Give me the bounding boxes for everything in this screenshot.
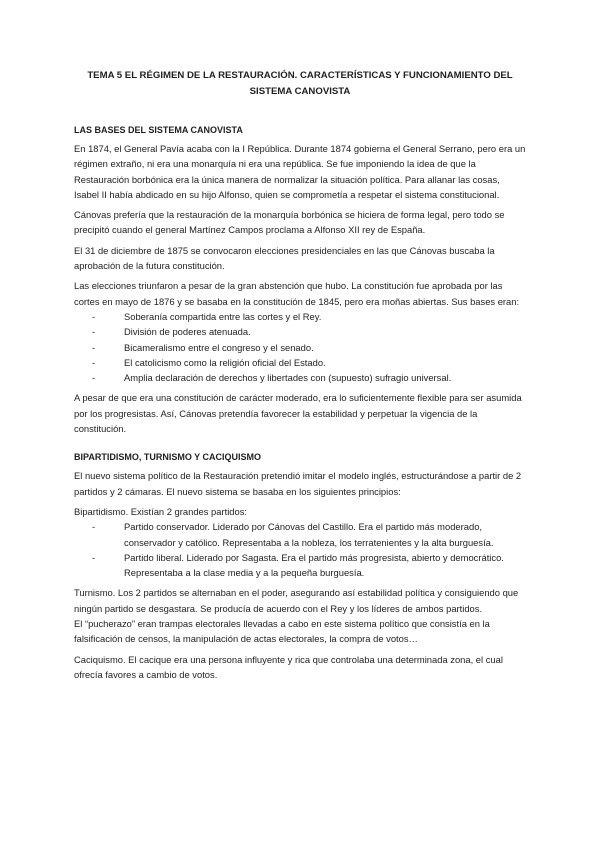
paragraph: Cánovas prefería que la restauración de la monarquía borbónica se hiciera de forma legal, pero todo se precipitó cuando el general Martínez Campos proclama a Alfonso XII rey de España. [74,209,505,236]
list-item: - El catolicismo como la religión oficial del Estado. [88,355,526,370]
paragraph: El 31 de diciembre de 1875 se convocaron elecciones presidenciales en las que Cánovas buscaba la aprobación de la futura constitución. [74,244,495,272]
spacer [74,441,526,451]
list-item: - Amplia declaración de derechos y libertades con (supuesto) sufragio universal. [88,370,526,385]
section-heading-bipartidismo: BIPARTIDISMO, TURNISMO Y CACIQUISMO [74,452,262,463]
paragraph: A pesar de que era una constitución de carácter moderado, era lo suficientemente flexible para ser asumida por los progresistas. Así, Cánovas pretendía favorecer la estabilidad y perpetuar la vigencia de la constitución. [74,392,522,435]
paragraph: El “pucherazo” eran trampas electorales llevadas a cabo en este sistema político que consistía en la falsificación de censos, la manipulación de actas electorales, la compra de votos… [74,618,490,645]
list-item: - División de poderes atenuada. [88,324,526,339]
bases-list [74,309,526,385]
paragraph: Las elecciones triunfaron a pesar de la gran abstención que hubo. La constitución fue aprobada por las cortes en mayo de 1876 y se basaba en la constitución de 1845, pero era moñas abiertas. Sus bases eran: [74,280,520,307]
paragraph: En 1874, el General Pavía acaba con la I República. Durante 1874 gobierna el General Serrano, pero era un régimen extraño, ni era una monarquía ni era una república. Se fue imponiendo la idea de que la Restauración borbónica era la única manera de normalizar la situación política. Para allanar las cosas, Isabel II había abdicado en su hijo Alfonso, quien se comprometía a respetar el sistema constitucional. [74,143,526,200]
paragraph: Turnismo. Los 2 partidos se alternaban en el poder, asegurando así estabilidad política y consiguiendo que ningún partido se desgastara. Se producía de acuerdo con el Rey y los líderes de ambos partidos. [74,587,519,614]
paragraph: Caciquismo. El cacique era una persona influyente y rica que controlaba una determinada zona, el cual ofrecía favores a cambio de votos. [74,653,503,680]
list-item: - Bicameralismo entre el congreso y el senado. [88,340,526,355]
section-heading-bases: LAS BASES DEL SISTEMA CANOVISTA [74,125,243,135]
list-item: - Soberanía compartida entre las cortes y el Rey. [88,309,526,324]
document-title: TEMA 5 EL RÉGIMEN DE LA RESTAURACIÓN. CARACTERÍSTICAS Y FUNCIONAMIENTO DEL SISTEMA CANOVISTA [87,70,513,97]
partidos-list [74,519,526,580]
list-item: - Partido conservador. Liderado por Cánovas del Castillo. Era el partido más moderado, conservador y católico. Representaba a la nobleza, los terratenientes y la alta burguesía. [88,519,526,550]
paragraph: Bipartidismo. Existían 2 grandes partidos: [74,505,248,517]
paragraph: El nuevo sistema político de la Restauración pretendió imitar el modelo inglés, estructurándose a partir de 2 partidos y 2 cámaras. El nuevo sistema se basaba en los siguientes principios: [74,470,522,497]
list-item: - Partido liberal. Liderado por Sagasta. Era el partido más progresista, abierto y democrático. Representaba a la clase media y a la pequeña burguesía. [88,550,526,581]
